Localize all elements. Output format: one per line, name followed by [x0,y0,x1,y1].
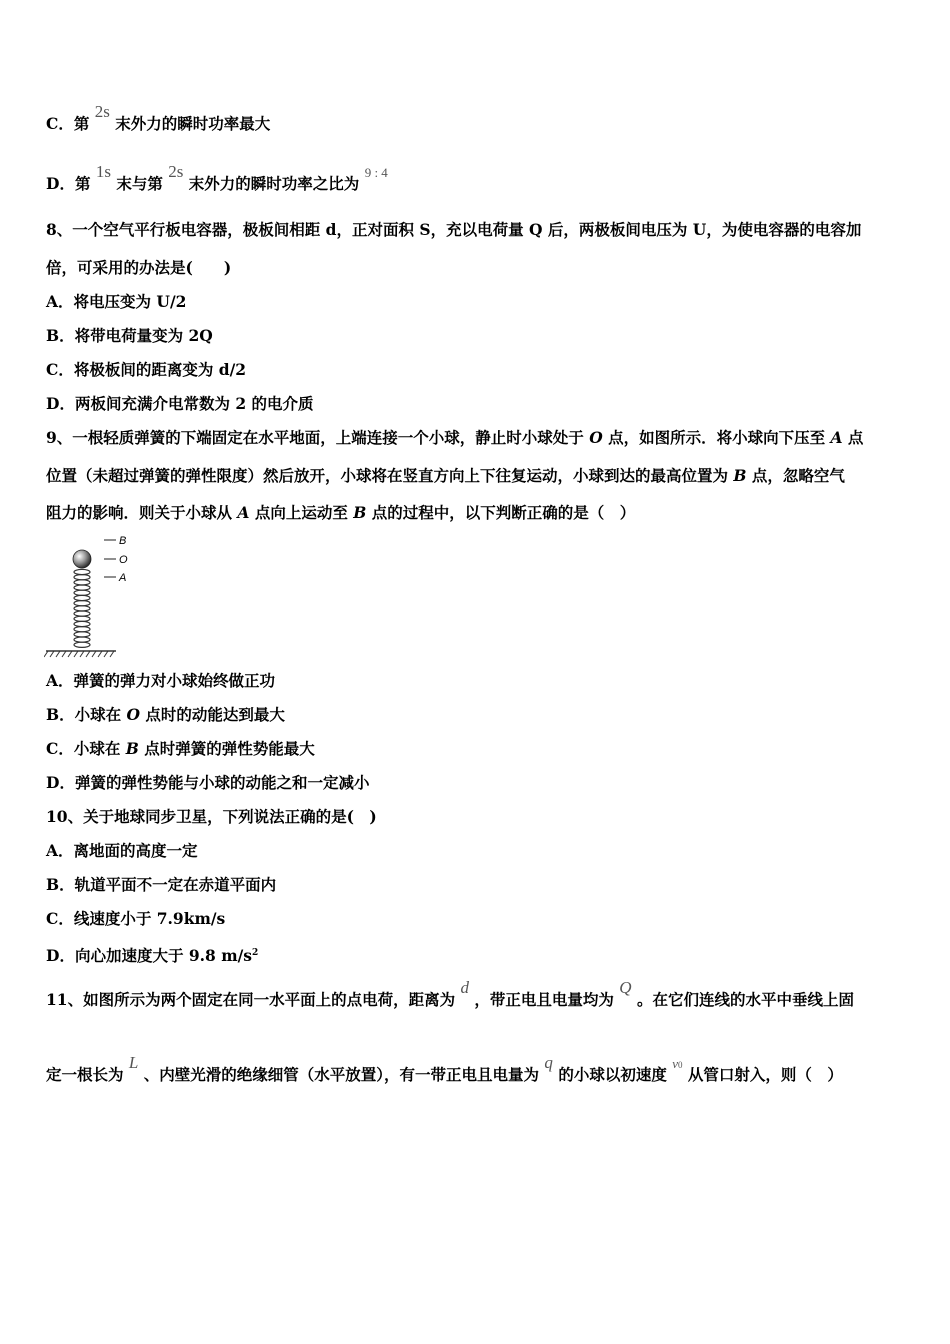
q10-d-exp: 2 [252,948,259,958]
ball [73,550,91,568]
q10-stem: 10、关于地球同步卫星，下列说法正确的是( ) [46,807,377,826]
q10-option-b: B．轨道平面不一定在赤道平面内 [46,875,277,894]
q9-l1-a: 9、一根轻质弹簧的下端固定在水平地面，上端连接一个小球，静止时小球处于 [46,428,590,447]
q11-var-d: d [460,978,469,997]
label-o: O [119,554,128,566]
q7-option-c [46,102,271,134]
q9-option-b [46,705,285,725]
q7-c-text: 末外力的瞬时功率最大 [109,114,271,133]
label-b: B [119,535,127,547]
q11-stem-line2 [46,1053,843,1087]
q11-l1-b: ，带正电且电量均为 [468,990,620,1009]
q10-d-text: D．向心加速度大于 9.8 m/s [46,946,252,966]
q11-l2-c: 的小球以初速度 [552,1065,673,1084]
q7-d-prefix: D．第 [46,174,96,193]
q9-l1-b: 点，如图所示．将小球向下压至 [602,428,831,447]
ground-hatch [44,651,116,657]
q9-c-pre: C．小球在 [46,739,126,758]
q8-option-c: C．将极板间的距离变为 d/2 [46,360,247,379]
q8-stem-line1: 8、一个空气平行板电容器，极板间相距 d，正对面积 S，充以电荷量 Q 后，两极板间电压为 U，为使电容器的电容加 [46,220,862,239]
q10-option-c: C．线速度小于 7.9km/s [46,909,226,928]
position-markers [104,540,116,577]
q11-var-l: L [128,1053,139,1072]
q9-l2-b: 点，忽略空气 [746,466,845,485]
q9-l1-c: 点 [842,428,864,447]
q7-d-text: 末外力的瞬时功率之比为 [183,174,365,193]
q11-var-q: q [544,1053,553,1072]
q7-d-mid: 末与第 [110,174,169,193]
q9-c-b: B [125,739,139,758]
q7-option-d [46,162,388,195]
q9-l3-b: 点向上运动至 [249,503,354,522]
q8-option-d: D．两板间充满介电常数为 2 的电介质 [46,394,314,413]
spring-ball-figure [44,532,144,660]
q9-option-d: D．弹簧的弹性势能与小球的动能之和一定减小 [46,773,370,792]
q11-stem-line1 [46,978,854,1010]
q9-l3-c: 点的过程中，以下判断正确的是（ ） [366,503,636,522]
q7-c-var: 2s [94,102,110,121]
q11-v0-base: v [672,1056,678,1071]
q11-v0-sub: 0 [678,1060,683,1070]
q11-l2-b: 、内壁光滑的绝缘细管（水平放置），有一带正电且电量为 [138,1065,545,1084]
q9-c-post: 点时弹簧的弹性势能最大 [138,739,315,758]
q9-l1-o: O [589,428,603,447]
q10-option-a: A．离地面的高度一定 [46,841,198,860]
q11-var-v0 [672,1056,682,1071]
q9-b-o: O [126,705,141,724]
q9-b-pre: B．小球在 [46,705,127,724]
q7-d-var2: 2s [168,162,184,181]
q9-option-c [46,739,315,759]
q9-option-a: A．弹簧的弹力对小球始终做正功 [46,671,276,690]
q9-l3-a: 阻力的影响．则关于小球从 [46,503,238,522]
q8-option-b: B．将带电荷量变为 2Q [46,326,213,345]
spring-coil [74,569,90,647]
q11-l1-c: 。在它们连线的水平中垂线上固 [631,990,854,1009]
q9-l1-apt: A [830,428,843,447]
q9-l3-apt: A [237,503,250,522]
q11-l1-a: 11、如图所示为两个固定在同一水平面上的点电荷，距离为 [46,990,461,1009]
q11-var-q-big: Q [619,978,632,997]
q7-c-prefix: C．第 [46,114,95,133]
q11-l2-d: 从管口射入，则（ ） [682,1065,843,1084]
q7-d-ratio: 9 : 4 [364,165,388,180]
q9-stem-line2 [46,466,845,486]
q7-d-var1: 1s [95,162,111,181]
q8-stem-line2: 倍，可采用的办法是( ) [46,258,232,277]
q9-stem-line1 [46,428,863,448]
q9-l3-bpt: B [353,503,367,522]
q10-option-d [46,943,258,966]
q9-l2-a: 位置（未超过弹簧的弹性限度）然后放开，小球将在竖直方向上下往复运动，小球到达的最高位置为 [46,466,734,485]
q8-option-a: A．将电压变为 U/2 [46,292,187,311]
q9-l2-bpt: B [733,466,747,485]
label-a: A [119,572,127,584]
q11-l2-a: 定一根长为 [46,1065,129,1084]
q9-b-post: 点时的动能达到最大 [140,705,285,724]
q9-stem-line3 [46,503,635,523]
